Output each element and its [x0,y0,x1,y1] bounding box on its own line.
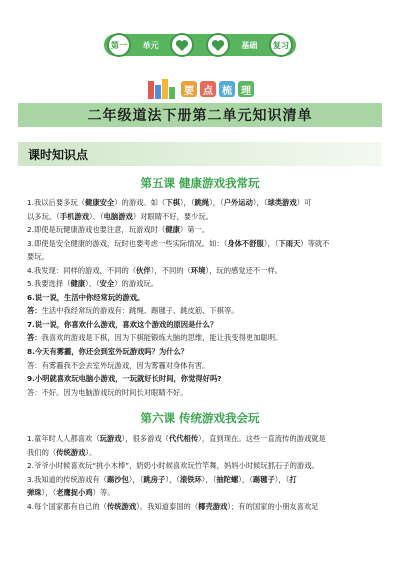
bold-text: 身体不舒服 [227,238,264,248]
text-segment: 3.我知道的传统游戏有（ [27,474,107,484]
text-line [27,386,379,400]
bold-text: 8.今天有雾霾，你还会到室外玩游戏吗？为什么？ [27,347,189,357]
bold-text: 健康 [165,225,180,235]
bold-text: 电脑游戏 [103,211,133,221]
text-line [27,345,379,359]
bold-text: 传统游戏 [106,501,137,511]
bold-text: 答： [27,333,42,343]
badge-char-4: 理 [238,81,254,97]
unit-review-banner [104,34,296,56]
lesson6-content [27,432,379,513]
heart-icon [170,33,194,57]
bold-text: 健康 [70,279,86,289]
text-line [27,277,379,291]
text-segment: 2.爷爷小时候喜欢玩“挑小木棒”，奶奶小时候喜欢玩竹竿舞，妈妈小时候玩抓石子的游戏。 [27,461,319,471]
text-segment: ），玩的感觉还不一样。 [205,265,283,275]
bold-text: 老鹰捉小鸡 [56,488,93,498]
text-segment: ），（ [41,488,57,498]
document-title-bar [18,103,382,127]
text-segment: 2.即使是玩健康游戏也要注意，玩游戏时（ [27,225,166,235]
text-line [27,473,379,487]
lesson5-content [27,196,379,399]
bold-text: 手机游戏 [59,211,90,221]
bold-text: 代代相传 [168,434,199,443]
bold-text: 弹珠 [27,488,42,498]
bold-text: 户外运动 [223,198,253,207]
text-segment: 3.即使是安全健康的游戏，玩时也要考虑一些实际情况。如：（ [27,238,228,248]
banner-item-4 [269,33,293,57]
text-segment: 1.童年时人人都喜欢（ [27,434,100,443]
text-segment: ）的游戏。如（ [114,198,166,207]
section-header [18,142,382,166]
bold-text: 9.小明就喜欢玩电脑小游戏，一玩就好长时间，你觉得好吗? [27,374,222,384]
text-line [27,291,379,305]
text-segment: ），（ [179,198,195,207]
text-segment: ）、（ [85,279,100,289]
key-points-badge [148,78,258,100]
badge-char-1: 要 [181,81,197,97]
text-line [27,372,379,386]
text-segment: 4.每个国家都有自己的（ [27,501,107,511]
text-segment: 答：不好。因为电脑游戏玩的时间长对眼睛不好。 [27,387,188,397]
text-line [27,318,379,332]
heart-icon [206,33,230,57]
text-segment: 要玩。 [27,252,49,262]
text-line [27,210,379,224]
text-segment: ），（ [201,474,217,484]
badge-char-3: 梳 [219,81,235,97]
text-segment: 5.我要选择（ [27,279,71,289]
text-segment: ），（ [238,474,253,484]
banner-item-4-label: 复习 [272,40,289,50]
banner-item-2: 单元 [142,40,159,50]
text-line [27,486,379,500]
text-segment: ）。 [85,447,97,457]
text-line [27,237,379,251]
bold-text: 6.说一说，生活中你经常玩的游戏。 [27,292,145,302]
lesson6-title: 第六课 传统游戏我会玩 [140,411,260,425]
bold-text: 健康安全 [85,198,115,207]
document-title: 二年级道法下册第二单元知识清单 [87,108,313,124]
bold-text: 环境 [190,265,206,275]
text-line [27,331,379,345]
text-segment: ），（ [252,198,268,207]
lesson5-title: 第五课 健康游戏我常玩 [140,176,260,190]
text-segment: 4.我发现：同样的游戏，不同的（ [27,265,137,275]
text-segment: ），不同的（ [150,265,191,275]
text-segment: ）等就不 [300,238,330,248]
text-segment: ）第一。 [179,225,210,235]
text-segment: ），（ [274,474,290,484]
bold-text: 7.说一说，你喜欢什么游戏，喜欢这个游戏的原因是什么？ [27,319,218,329]
text-segment: ）可 [296,198,312,207]
bold-text: 玩游戏 [99,434,122,443]
bold-text: 伙伴 [136,265,151,275]
text-segment: ）的游戏玩。 [114,279,159,289]
text-segment: ）；有的国家的小朋友喜欢足 [227,501,319,511]
text-segment: ），（ [209,198,224,207]
banner-item-1 [107,33,131,57]
text-segment: ），很多游戏（ [121,434,169,443]
text-segment: 我喜欢的游戏是下棋，因为下棋能锻炼大脑的思维，能让我变得更加聪明。 [41,333,283,343]
text-segment: ），（ [165,474,180,484]
banner-item-1-label: 第一 [111,40,127,50]
bold-text: 踢沙包 [106,474,129,484]
text-line [27,446,379,460]
bold-text: 椰壳游戏 [198,501,228,511]
text-line [27,304,379,318]
text-segment: ），（ [263,238,279,248]
text-segment: 1.我以后要多玩（ [27,198,86,207]
section-title: 课时知识点 [28,147,89,162]
text-line [27,459,379,473]
text-segment: 我们的（ [27,447,57,457]
text-line [27,432,379,446]
bold-text: 打 [289,474,297,484]
text-line [27,359,379,373]
books-icon [148,79,178,99]
bold-text: 踢毽子 [252,474,275,484]
bold-text: 球类游戏 [267,198,297,207]
bold-text: 答： [27,306,42,316]
bold-text: 跳房子 [143,474,166,484]
text-segment: ）。我知道泰国的（ [136,501,199,511]
badge-char-2: 点 [200,81,216,97]
text-line [27,500,379,514]
bold-text: 安全 [99,279,115,289]
text-segment: 以多玩。（ [27,211,60,221]
banner-item-3: 基础 [241,40,258,50]
bold-text: 下雨天 [278,238,301,248]
text-line [27,223,379,237]
text-segment: ），直到现在。这些一直流传的游戏就是 [198,434,326,443]
text-line [27,196,379,210]
text-segment: 生活中我经常玩的游戏有：跳绳、踢毽子、跳皮筋、下棋等。 [41,306,239,316]
text-segment: ）、（ [89,211,104,221]
bold-text: 滚铁环 [179,474,202,484]
text-line [27,250,379,264]
bold-text: 跳绳 [194,198,210,207]
bold-text: 抽陀螺 [216,474,239,484]
text-segment: 答：有雾霾我不会去室外玩游戏，因为雾霾对身体有害。 [27,360,210,370]
text-segment: ），（ [128,474,144,484]
bold-text: 传统游戏 [56,447,86,457]
text-segment: ）等。 [92,488,115,498]
bold-text: 下棋 [165,198,180,207]
text-line [27,264,379,278]
text-segment: ）对眼睛不好，要少玩。 [132,211,214,221]
